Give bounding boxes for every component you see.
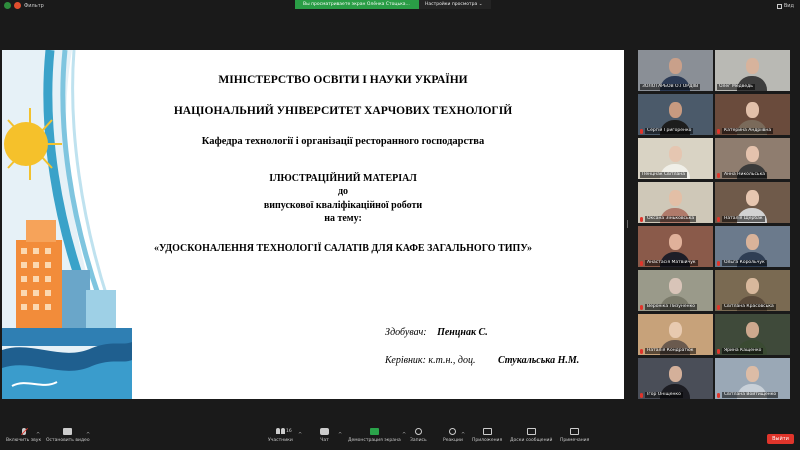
participant-name: Наталія Кондратюк [647, 348, 694, 353]
participant-tile[interactable] [715, 270, 790, 311]
participant-avatar [746, 366, 759, 382]
video-camera-icon [63, 428, 72, 435]
splitter-handle[interactable] [627, 220, 628, 228]
notes-button[interactable] [560, 428, 589, 443]
participant-tile[interactable] [638, 270, 713, 311]
whiteboards-button[interactable] [510, 428, 552, 443]
participant-name: Ігор Оніщенко [647, 392, 681, 397]
meeting-toolbar [0, 426, 800, 450]
supervisor-name: Стукальська Н.М. [497, 355, 580, 366]
whiteboard-icon [527, 428, 536, 435]
record-icon [415, 428, 422, 435]
material-to: до [337, 186, 349, 197]
participant-tile[interactable] [638, 226, 713, 267]
top-bar [0, 0, 800, 14]
participant-avatar [746, 278, 759, 294]
chat-button[interactable] [320, 428, 329, 443]
participant-avatar [746, 190, 759, 206]
participant-tile[interactable] [715, 182, 790, 223]
participant-tile[interactable] [638, 182, 713, 223]
participant-name: Пенцнак Світлана [642, 172, 686, 177]
applicant-label: Здобувач: [385, 327, 427, 338]
shared-screen-slide [2, 50, 624, 399]
reactions-options-caret[interactable]: ^ [461, 432, 466, 438]
participants-options-caret[interactable]: ^ [298, 432, 303, 438]
participant-tile[interactable] [715, 358, 790, 399]
participant-name: Оксана Зіньковська [647, 216, 695, 221]
top-left-group [4, 2, 44, 9]
participant-name: Анастасія Матвійчук [647, 260, 696, 265]
topic-label: на тему: [324, 213, 362, 224]
participant-tile[interactable] [638, 94, 713, 135]
security-shield-icon[interactable] [4, 2, 11, 9]
material-title: ІЛЮСТРАЦІЙНИЙ МАТЕРІАЛ [269, 173, 417, 184]
share-screen-icon [370, 428, 379, 435]
muted-mic-icon [717, 217, 720, 222]
view-button[interactable] [777, 3, 794, 9]
university-heading: НАЦІОНАЛЬНИЙ УНІВЕРСИТЕТ ХАРЧОВИХ ТЕХНОЛОГІЙ [173, 105, 513, 117]
whiteboards-label: Доски сообщений [510, 438, 553, 443]
audio-options-caret[interactable]: ^ [36, 432, 41, 438]
video-options-caret[interactable]: ^ [86, 432, 91, 438]
emoji-icon [449, 428, 456, 435]
reactions-button[interactable] [443, 428, 466, 443]
stop-video-button[interactable] [46, 428, 90, 443]
participant-tile[interactable] [715, 94, 790, 135]
ministry-heading: МІНІСТЕРСТВО ОСВІТИ І НАУКИ УКРАЇНИ [218, 74, 468, 86]
thesis-type: випускової кваліфікаційної роботи [263, 200, 423, 211]
participant-avatar [746, 146, 759, 162]
participant-tile[interactable] [638, 314, 713, 355]
muted-mic-icon [640, 349, 643, 354]
participant-name: Ольга Корольчук [724, 260, 765, 265]
participant-name: Світлана Войтищенко [724, 392, 777, 397]
participant-gallery [638, 50, 790, 400]
participant-tile[interactable] [715, 138, 790, 179]
reactions-label: Реакции [443, 438, 463, 443]
participant-name: Вероніка Лизуненко [647, 304, 696, 309]
notes-label: Примечания [560, 438, 590, 443]
muted-mic-icon [717, 261, 720, 266]
participant-tile[interactable] [638, 138, 713, 179]
muted-mic-icon [640, 217, 643, 222]
share-screen-label: Демонстрация экрана [348, 438, 401, 443]
participant-tile[interactable] [638, 358, 713, 399]
notes-icon [570, 428, 579, 435]
supervisor-line [385, 355, 579, 366]
muted-mic-icon [22, 428, 26, 435]
participants-icon [276, 428, 285, 435]
view-options-button[interactable] [419, 0, 491, 9]
muted-mic-icon [640, 305, 643, 310]
viewing-screen-banner: Вы просматриваете экран Олёнка Стоцька... [295, 0, 419, 9]
participant-name: Анна Никольська [724, 172, 766, 177]
view-label: Вид [783, 3, 794, 9]
participants-count: 16 [286, 429, 292, 434]
applicant-line [385, 327, 488, 338]
participant-avatar [669, 190, 682, 206]
participant-avatar [669, 146, 682, 162]
participant-name: Наталія Щербак [724, 216, 763, 221]
participant-name: Сергій Григоренко [647, 128, 692, 133]
participant-tile[interactable] [638, 50, 713, 91]
apps-label: Приложения [472, 438, 503, 443]
record-label: Запись [410, 438, 427, 443]
leave-button[interactable]: Выйти [767, 434, 794, 444]
apps-button[interactable] [472, 428, 502, 443]
muted-mic-icon [717, 305, 720, 310]
participant-name: Катерина Андріївна [724, 128, 772, 133]
applicant-name: Пенцнак С. [437, 327, 488, 338]
muted-mic-icon [717, 173, 720, 178]
grid-view-icon [777, 4, 782, 9]
participant-avatar [669, 366, 682, 382]
unmute-label: Включить звук [6, 438, 42, 443]
muted-mic-icon [640, 393, 643, 398]
supervisor-label: Керівник: к.т.н., доц. [385, 355, 476, 366]
filter-icon[interactable] [14, 2, 21, 9]
muted-mic-icon [717, 129, 720, 134]
participant-tile[interactable] [715, 226, 790, 267]
apps-icon [483, 428, 492, 435]
stop-video-label: Остановить видео [46, 438, 90, 443]
participant-tile[interactable] [715, 50, 790, 91]
view-options-label: Настройки просмотра [425, 2, 478, 7]
chevron-down-icon: ⌄ [478, 2, 483, 7]
participants-label: Участники [268, 438, 293, 443]
record-button[interactable] [410, 428, 427, 443]
participant-name: Ярина Кащенко [724, 348, 762, 353]
participant-avatar [746, 102, 759, 118]
participant-name: Олег Медведь [719, 84, 753, 89]
muted-mic-icon [717, 393, 720, 398]
share-options-caret[interactable]: ^ [402, 432, 407, 438]
participant-avatar [746, 322, 759, 338]
muted-mic-icon [640, 129, 643, 134]
participant-avatar [669, 278, 682, 294]
chat-bubble-icon [320, 428, 329, 435]
chat-options-caret[interactable]: ^ [338, 432, 343, 438]
participant-name: ЗОЛОТАРЬОВ О.ГОРДІЇВ [642, 84, 699, 89]
muted-mic-icon [640, 261, 643, 266]
filter-label[interactable]: Фильтр [24, 2, 44, 9]
chat-label: Чат [320, 438, 329, 443]
share-screen-button[interactable] [348, 428, 401, 443]
participant-avatar [746, 234, 759, 250]
participant-avatar [669, 322, 682, 338]
muted-mic-icon [717, 349, 720, 354]
participant-name: Світлана Красовська [724, 304, 774, 309]
participant-avatar [669, 234, 682, 250]
department-heading: Кафедра технології і організації ресторанного господарства [201, 136, 485, 147]
participant-avatar [746, 58, 759, 74]
participant-avatar [669, 58, 682, 74]
participant-avatar [669, 102, 682, 118]
participant-tile[interactable] [715, 314, 790, 355]
thesis-topic: «УДОСКОНАЛЕННЯ ТЕХНОЛОГІЇ САЛАТІВ ДЛЯ КАФЕ ЗАГАЛЬНОГО ТИПУ» [153, 243, 533, 254]
slide-text-area [2, 50, 624, 399]
